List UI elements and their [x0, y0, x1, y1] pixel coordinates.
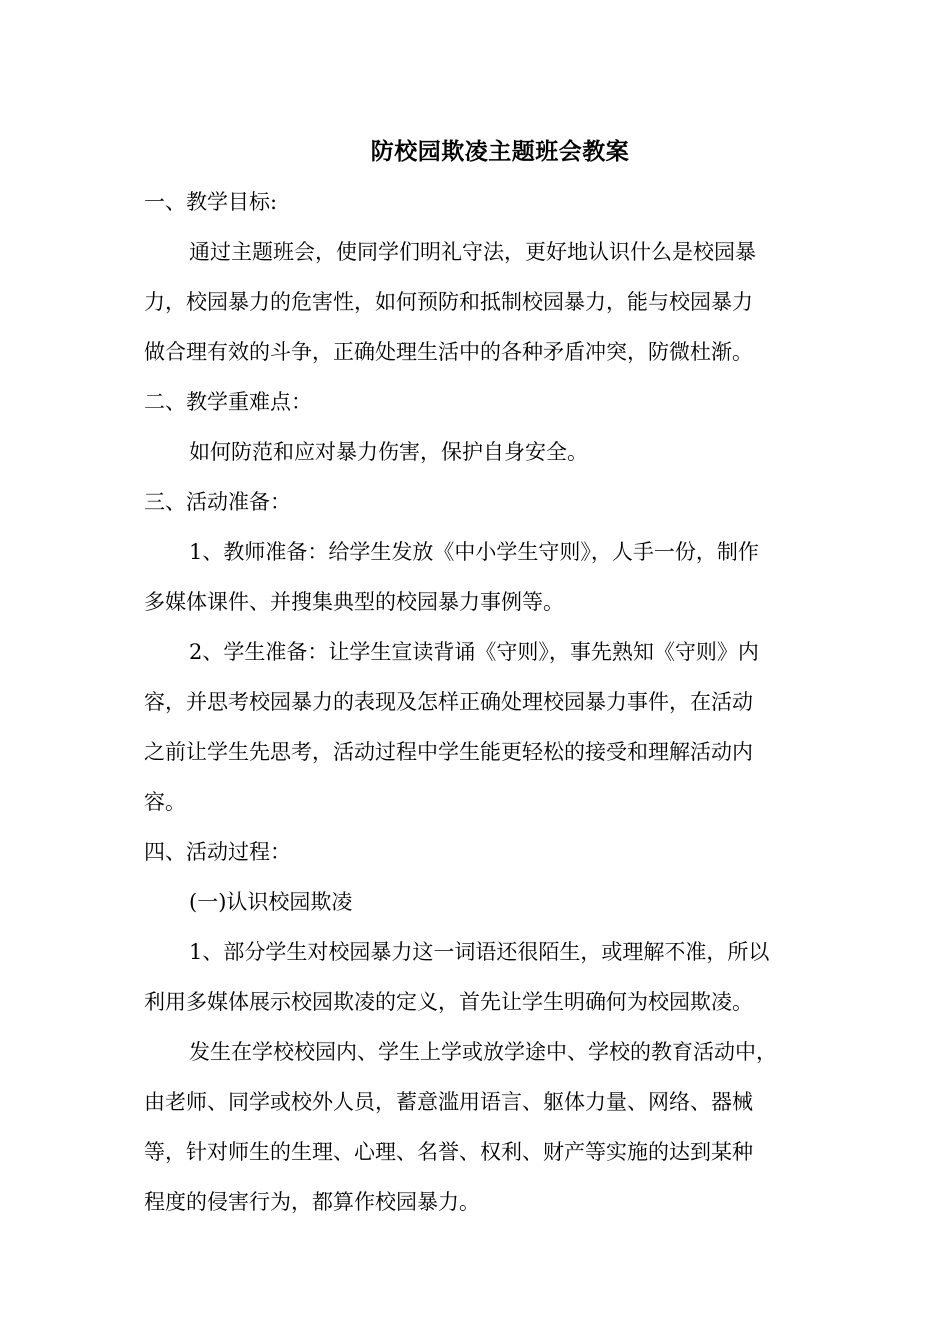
paragraph-line: 之前让学生先思考，活动过程中学生能更轻松的接受和理解活动内	[144, 740, 753, 764]
paragraph-line: 1、教师准备：给学生发放《中小学生守则》，人手一份，制作	[189, 540, 759, 564]
paragraph-line: 容。	[144, 790, 186, 814]
paragraph-line: 2、学生准备：让学生宣读背诵《守则》，事先熟知《守则》内	[189, 640, 759, 664]
paragraph-line: 利用多媒体展示校园欺凌的定义，首先让学生明确何为校园欺凌。	[144, 990, 753, 1014]
paragraph-line: 容，并思考校园暴力的表现及怎样正确处理校园暴力事件，在活动	[144, 690, 753, 714]
paragraph-line: 如何防范和应对暴力伤害，保护自身安全。	[189, 440, 588, 464]
document-title: 防校园欺凌主题班会教案	[370, 138, 630, 165]
paragraph-line: 力，校园暴力的危害性，如何预防和抵制校园暴力，能与校园暴力	[144, 290, 753, 314]
paragraph-line: 做合理有效的斗争，正确处理生活中的各种矛盾冲突，防微杜渐。	[144, 340, 753, 364]
paragraph-line: 发生在学校校园内、学生上学或放学途中、学校的教育活动中，	[189, 1040, 777, 1064]
paragraph-line: 程度的侵害行为，都算作校园暴力。	[144, 1190, 480, 1214]
subsection-heading: (一)认识校园欺凌	[189, 890, 353, 914]
section-heading-key-points: 二、教学重难点：	[144, 390, 312, 414]
paragraph-line: 等，针对师生的生理、心理、名誉、权利、财产等实施的达到某种	[144, 1140, 753, 1164]
section-heading-preparation: 三、活动准备：	[144, 490, 291, 514]
paragraph-line: 由老师、同学或校外人员，蓄意滥用语言、躯体力量、网络、器械	[144, 1090, 753, 1114]
paragraph-line: 通过主题班会，使同学们明礼守法，更好地认识什么是校园暴	[189, 240, 756, 264]
section-heading-process: 四、活动过程：	[144, 840, 291, 864]
paragraph-line: 多媒体课件、并搜集典型的校园暴力事例等。	[144, 590, 564, 614]
section-heading-objectives: 一、教学目标:	[144, 190, 278, 214]
paragraph-line: 1、部分学生对校园暴力这一词语还很陌生，或理解不准，所以	[189, 940, 770, 964]
